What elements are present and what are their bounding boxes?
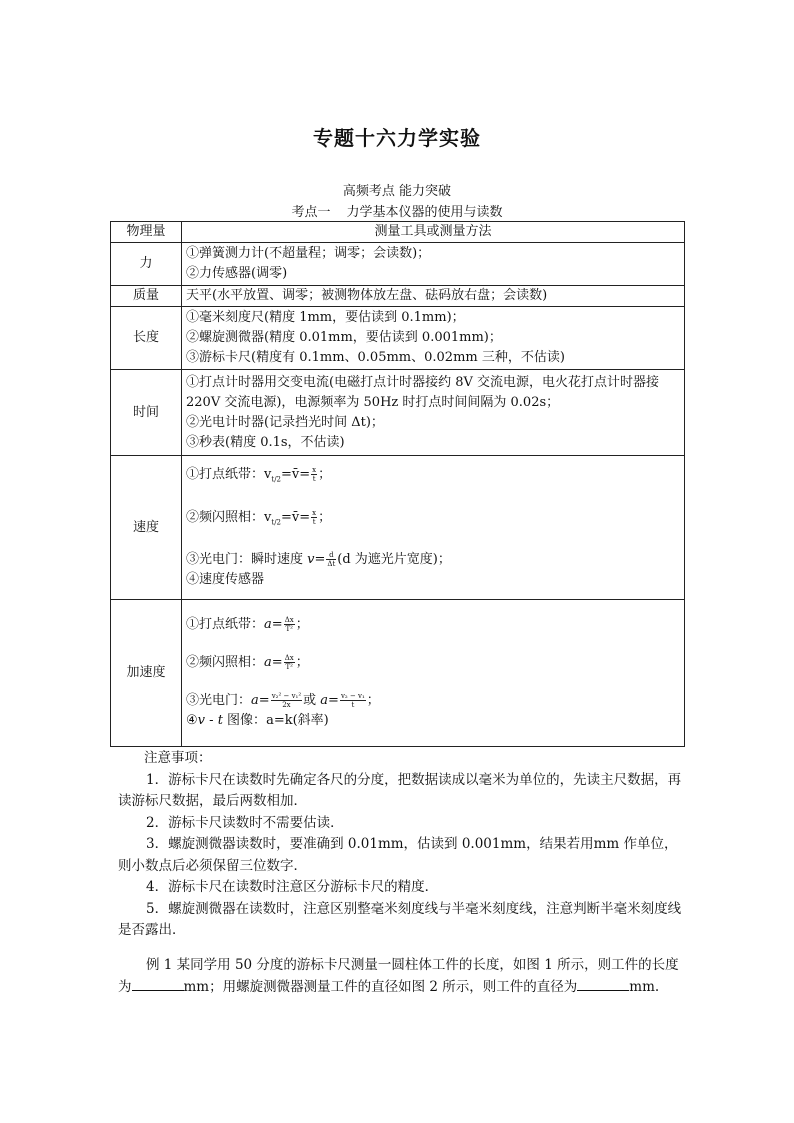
- quantity-length: 长度: [111, 307, 182, 370]
- method-force: [182, 243, 685, 286]
- time-item-1: ①打点计时器用交变电流(电磁打点计时器接约 8V 交流电源，电火花打点计时器接 220V 交流电源)，电源频率为 50Hz 时打点时间间隔为 0.02s；: [186, 374, 659, 410]
- quantity-force: 力: [111, 243, 182, 286]
- page-title: 专题十六力学实验: [313, 126, 481, 150]
- fraction-x-over-t: $\frac{x}{t}$: [312, 465, 317, 483]
- note-1: 1．游标卡尺在读数时先确定各尺的分度，把数据读成以毫米为单位的，先读主尺数据，再读游标尺数据，最后两数相加．: [118, 771, 682, 809]
- quantity-velocity: 速度: [111, 456, 182, 600]
- note-5: 5．螺旋测微器在读数时，注意区别整毫米刻度线与半毫米刻度线，注意判断半毫米刻度线是否露出．: [118, 900, 682, 938]
- velocity-item-3: ③光电门：瞬时速度 v= $\frac{d}{\Delta t}$ (d 为遮光片宽度)；: [186, 551, 451, 569]
- notes-section: [118, 748, 688, 942]
- example-1-question: 例 1 某同学用 50 分度的游标卡尺测量一圆柱体工件的长度，如图 1 所示，则工件的长度为 mm；用螺旋测微器测量工件的直径如图 2 所示，则工件的直径为 mm.: [118, 957, 679, 995]
- fraction-dx-over-t2: $\frac{\Delta x}{\text{T²}}$: [284, 616, 294, 633]
- velocity-item-2: ②频闪照相：$v_{t/2}=v̄=$ $\frac{x}{t}$ ；: [186, 508, 332, 527]
- length-item-1: ①毫米刻度尺(精度 1mm，要估读到 0.1mm)；: [186, 310, 465, 325]
- table-row-acceleration: [111, 600, 685, 747]
- answer-blank-length[interactable]: [132, 978, 184, 991]
- fraction-d-over-dt: $\frac{d}{\Delta t}$: [327, 551, 336, 569]
- answer-blank-diameter[interactable]: [577, 978, 629, 991]
- length-item-2: ②螺旋测微器(精度 0.01mm，要估读到 0.001mm)；: [186, 330, 502, 345]
- instrument-table: [110, 221, 685, 747]
- velocity-item-1: ①打点纸带：$v_{t/2}=v̄=$ $\frac{x}{t}$ ；: [186, 465, 332, 484]
- quantity-mass: 质量: [111, 286, 182, 307]
- note-2: 2．游标卡尺读数时不需要估读．: [146, 814, 344, 831]
- example-1: [118, 954, 688, 998]
- table-row-mass: [111, 286, 685, 307]
- table-row-time: [111, 370, 685, 456]
- method-acceleration: [182, 600, 685, 747]
- acceleration-item-4: ④v - t 图像：a=k(斜率): [186, 713, 329, 728]
- force-item-2: ②力传感器(调零): [186, 266, 288, 281]
- topic-title: 力学基本仪器的使用与读数: [346, 205, 503, 220]
- force-item-1: ①弹簧测力计(不超量程；调零；会读数)；: [186, 246, 431, 261]
- velocity-item-4: ④速度传感器: [186, 572, 265, 588]
- time-item-3: ③秒表(精度 0.1s，不估读): [186, 434, 345, 450]
- topic-number: 考点一: [291, 205, 331, 220]
- section-subtitle: 高频考点 能力突破: [342, 184, 452, 199]
- method-time: [182, 370, 685, 456]
- table-row-length: [111, 307, 685, 370]
- mass-item-1: 天平(水平放置、调零；被测物体放左盘、砝码放右盘；会读数): [186, 288, 548, 303]
- table-header-row: [111, 222, 685, 243]
- fraction-x-over-t: $\frac{x}{t}$: [312, 508, 317, 526]
- length-item-3: ③游标卡尺(精度有 0.1mm、0.05mm、0.02mm 三种，不估读): [186, 350, 565, 365]
- table-row-velocity: [111, 456, 685, 600]
- method-mass: [182, 286, 685, 307]
- quantity-acceleration: 加速度: [111, 600, 182, 747]
- method-length: [182, 307, 685, 370]
- topic-heading: [0, 201, 794, 220]
- notes-heading: 注意事项：: [144, 750, 212, 766]
- table-row-force: [111, 243, 685, 286]
- fraction-v-squared: $\frac{\text{v₂² − v₁²}}{2x}$: [271, 692, 302, 709]
- quantity-time: 时间: [111, 370, 182, 456]
- acceleration-item-3: ③光电门：a= $\frac{\text{v₂² − v₁²}}{2x}$ 或 a= $\frac{\text{v₂ − v₁}}{t}$ ；: [186, 692, 380, 709]
- fraction-dx-over-t2: $\frac{\Delta x}{\text{T²}}$: [284, 654, 294, 671]
- method-velocity: [182, 456, 685, 600]
- acceleration-item-1: ①打点纸带：a= $\frac{\Delta x}{\text{T²}}$ ；: [186, 616, 309, 633]
- note-4: 4．游标卡尺在读数时注意区分游标卡尺的精度．: [146, 879, 439, 895]
- header-quantity: 物理量: [111, 222, 182, 243]
- acceleration-item-2: ②频闪照相：a= $\frac{\Delta x}{\text{T²}}$ ；: [186, 654, 309, 671]
- fraction-dv-over-t: $\frac{\text{v₂ − v₁}}{t}$: [340, 692, 365, 709]
- note-3: 3．螺旋测微器读数时，要准确到 0.01mm，估读到 0.001mm，结果若用mm 作单位，则小数点后必须保留三位数字．: [118, 836, 678, 874]
- time-item-2: ②光电计时器(记录挡光时间 Δt)；: [186, 414, 384, 430]
- header-method: 测量工具或测量方法: [182, 222, 685, 243]
